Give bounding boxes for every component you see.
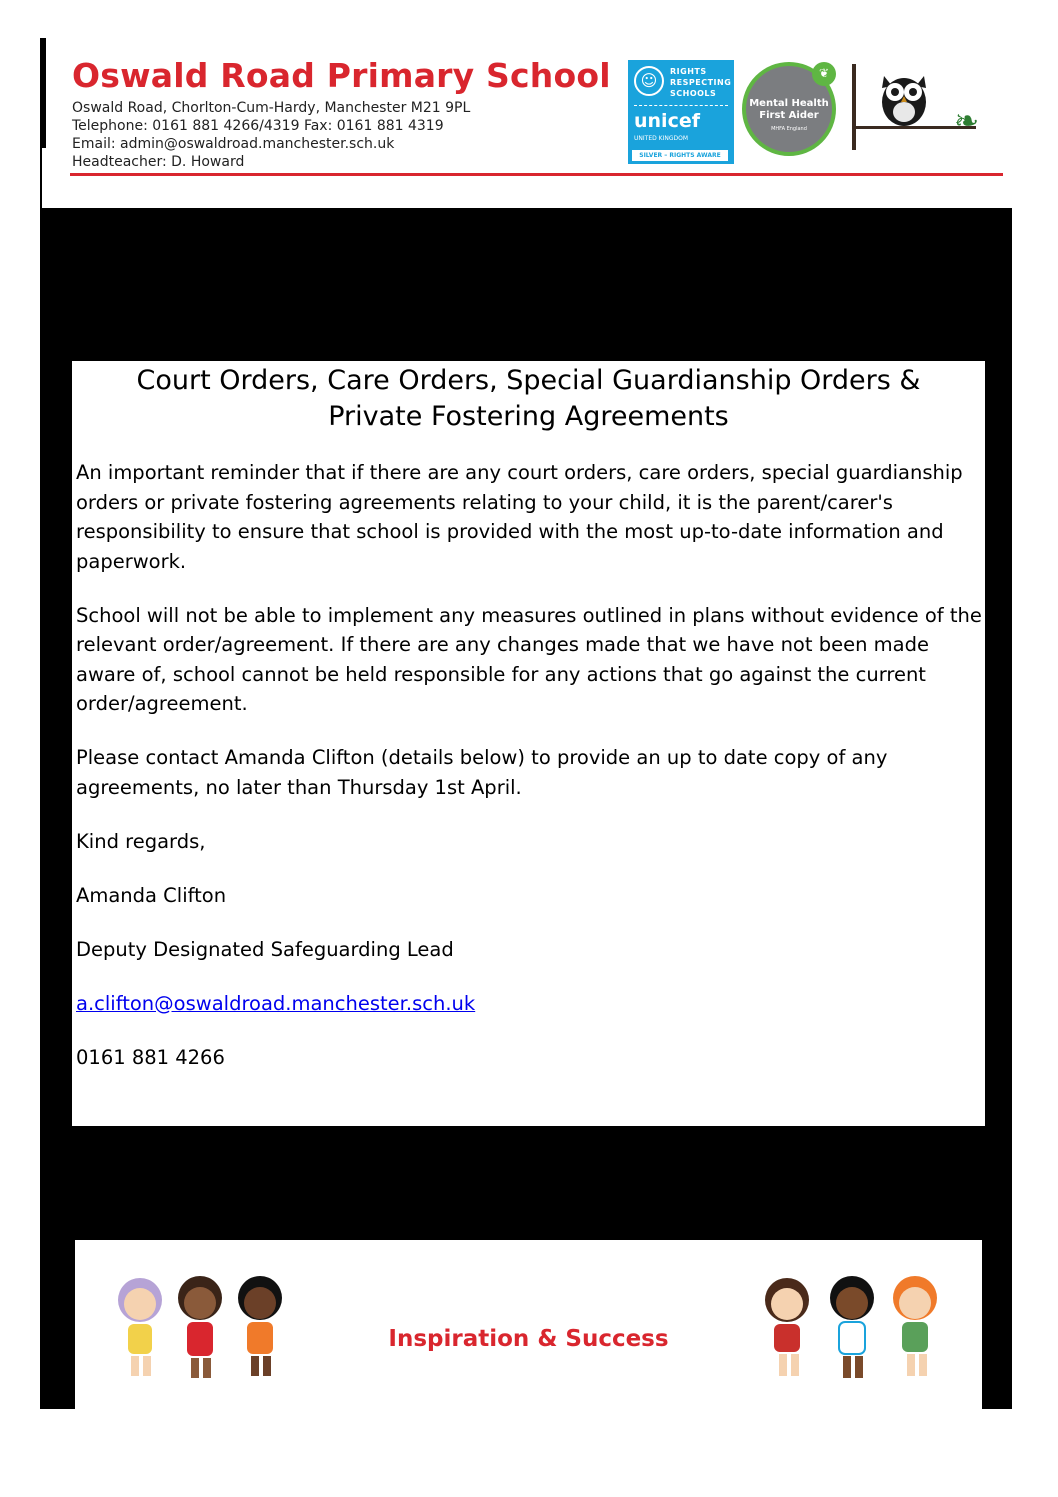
mhfa-leaf-icon: ❦ [812, 62, 836, 86]
contact-role: Deputy Designated Safeguarding Lead [76, 937, 454, 961]
mental-health-first-aider-badge [742, 62, 836, 156]
school-contact-details [72, 99, 470, 171]
notice-title: Court Orders, Care Orders, Special Guardianship Orders & Private Fostering Agreements [136, 365, 921, 432]
notice-paragraph: An important reminder that if there are any court orders, care orders, special guardianship orders or private fostering agreements relating to your child, it is the parent/carer's responsibility to ensure that school is provided with the most up-to-date information and paperwork. [76, 461, 963, 573]
contact-name: Amanda Clifton [76, 883, 227, 907]
school-telephone: Telephone: 0161 881 4266/4319 Fax: 0161 881 4319 [72, 118, 444, 134]
owl-icon [876, 66, 932, 128]
letterhead-left-bar-thin [40, 148, 42, 208]
letterhead-left-bar [40, 38, 46, 148]
unicef-globe-icon: ☺ [634, 66, 664, 96]
unicef-rights-respecting-badge [628, 60, 734, 164]
leaves-icon: ❧ [954, 104, 980, 139]
children-right-illustration-icon [747, 1268, 957, 1388]
notice-paragraph: Please contact Amanda Clifton (details below) to provide an up to date copy of any agreements, no later than Thursday 1st April. [76, 746, 888, 799]
mhfa-line2: First Aider [759, 110, 819, 121]
rights-respecting-text: RIGHTS RESPECTING SCHOOLS [670, 67, 732, 98]
unicef-country: UNITED KINGDOM [634, 135, 688, 142]
unicef-level: SILVER – RIGHTS AWARE [632, 150, 728, 161]
school-email: Email: admin@oswaldroad.manchester.sch.uk [72, 136, 395, 152]
notice-panel [72, 361, 985, 1126]
notice-paragraph: School will not be able to implement any measures outlined in plans without evidence of the relevant order/agreement. If there are any changes made that we have not been made aware of, school cannot be held responsible for any actions that go against the current order/agreement. [76, 603, 982, 715]
footer-banner [75, 1240, 982, 1409]
school-address: Oswald Road, Chorlton-Cum-Hardy, Manchester M21 9PL [72, 100, 471, 116]
contact-email-link[interactable]: a.clifton@oswaldroad.manchester.sch.uk [76, 991, 476, 1015]
owl-branch-vertical [852, 64, 856, 150]
letterhead-divider [70, 173, 1003, 176]
mhfa-line3: MHFA England [771, 126, 807, 132]
mhfa-line1: Mental Health [749, 98, 829, 109]
school-name: Oswald Road Primary School [72, 56, 611, 95]
school-headteacher: Headteacher: D. Howard [72, 154, 245, 170]
badge-divider [634, 105, 728, 106]
unicef-logo-text: unicef [634, 110, 700, 132]
contact-phone: 0161 881 4266 [76, 1045, 225, 1069]
notice-body [76, 458, 988, 1097]
signoff: Kind regards, [76, 829, 206, 853]
footer-tagline: Inspiration & Success [388, 1326, 669, 1352]
